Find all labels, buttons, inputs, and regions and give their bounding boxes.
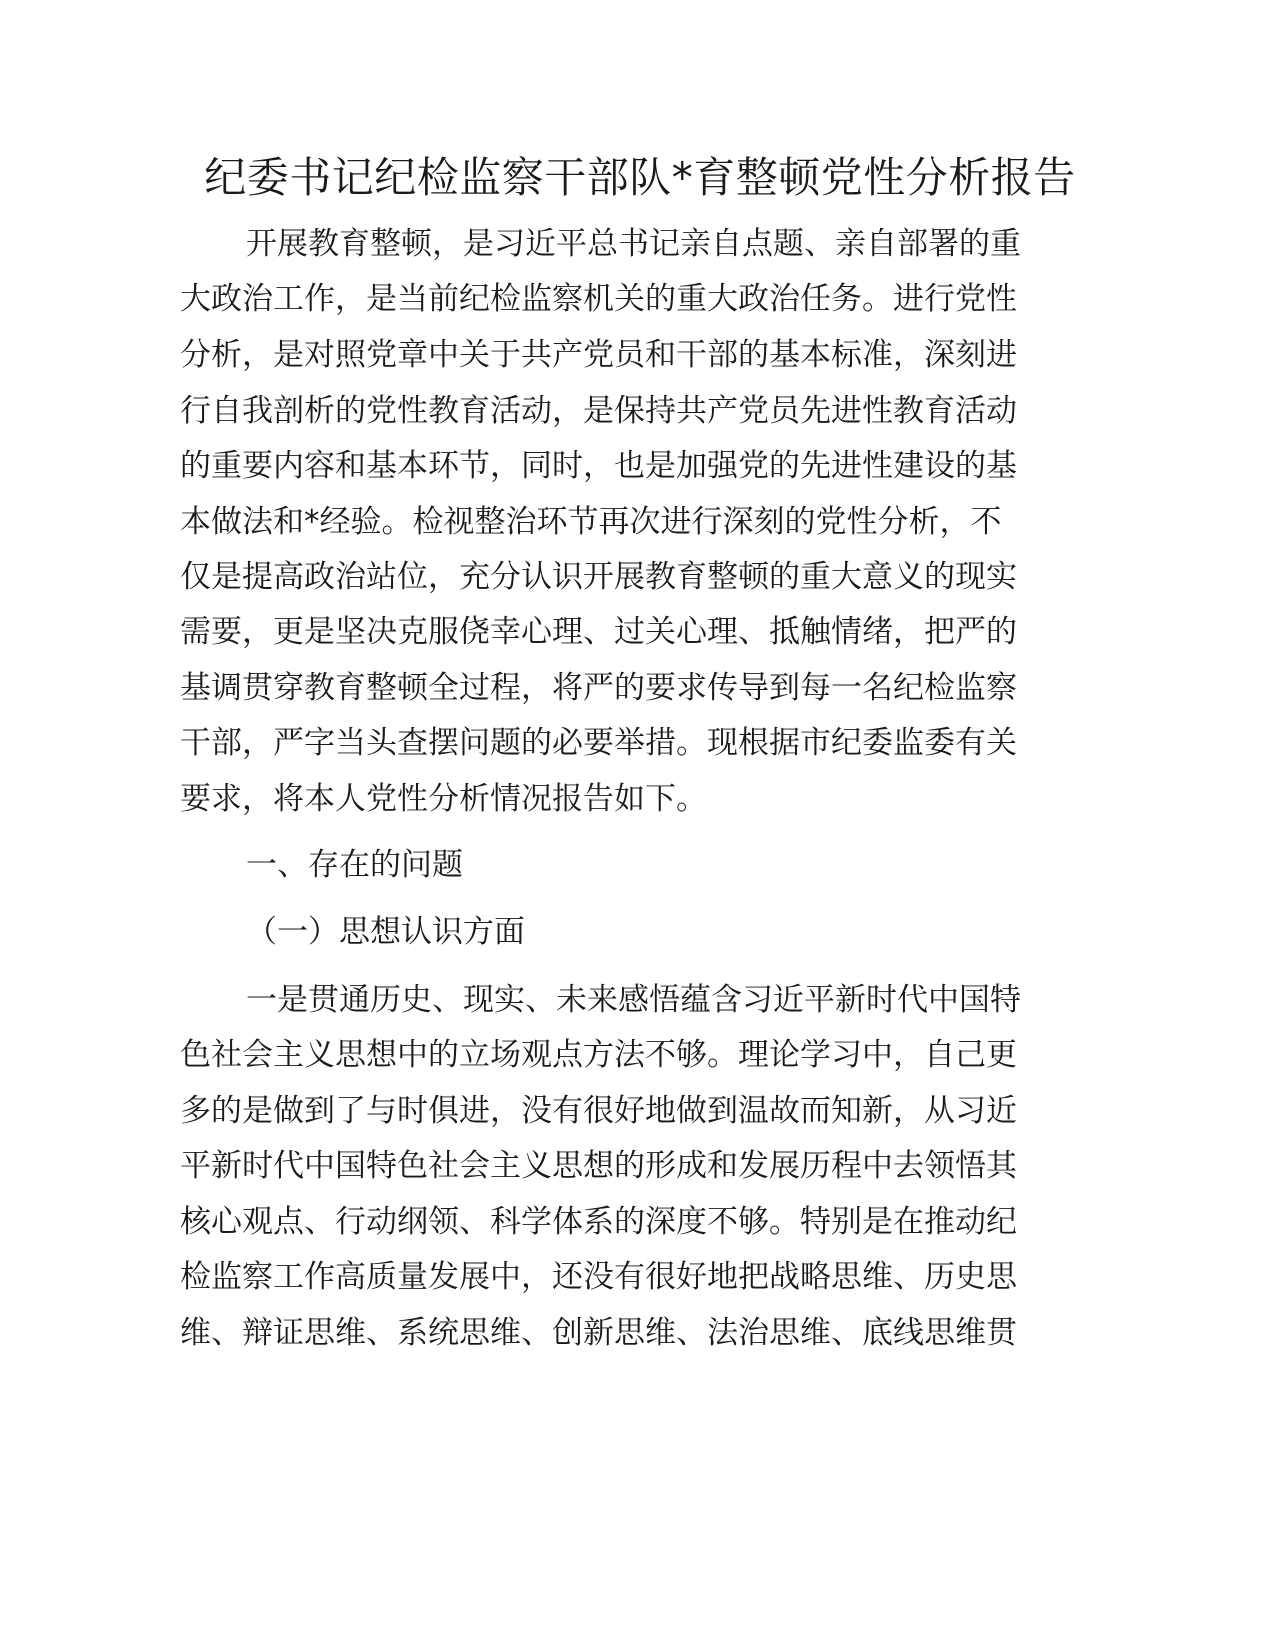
intro-line-10: 干部，严字当头查摆问题的必要举措。现根据市纪委监委有关 [180, 725, 1017, 761]
body-line-5: 核心观点、行动纲领、科学体系的深度不够。特别是在推动纪 [180, 1204, 1017, 1240]
intro-line-5: 的重要内容和基本环节，同时，也是加强党的先进性建设的基 [180, 448, 1017, 484]
document-title: 纪委书记纪检监察干部队*育整顿党性分析报告 [204, 153, 1076, 202]
body-line-1: 一是贯通历史、现实、未来感悟蕴含习近平新时代中国特 [246, 982, 1021, 1018]
intro-line-7: 仅是提高政治站位，充分认识开展教育整顿的重大意义的现实 [180, 559, 1017, 595]
intro-line-1: 开展教育整顿，是习近平总书记亲自点题、亲自部署的重 [246, 226, 1021, 262]
intro-line-4: 行自我剖析的党性教育活动，是保持共产党员先进性教育活动 [180, 393, 1017, 429]
intro-line-8: 需要，更是坚决克服侥幸心理、过关心理、抵触情绪，把严的 [180, 614, 1017, 650]
intro-line-9: 基调贯穿教育整顿全过程，将严的要求传导到每一名纪检监察 [180, 670, 1017, 706]
body-line-2: 色社会主义思想中的立场观点方法不够。理论学习中，自己更 [180, 1037, 1017, 1073]
section-heading-1: 一、存在的问题 [246, 847, 463, 883]
intro-line-11: 要求，将本人党性分析情况报告如下。 [180, 781, 707, 817]
body-line-6: 检监察工作高质量发展中，还没有很好地把战略思维、历史思 [180, 1259, 1017, 1295]
body-line-4: 平新时代中国特色社会主义思想的形成和发展历程中去领悟其 [180, 1148, 1017, 1184]
intro-line-6: 本做法和*经验。检视整治环节再次进行深刻的党性分析，不 [180, 504, 1002, 540]
section-heading-2: （一）思想认识方面 [246, 914, 525, 950]
intro-line-3: 分析，是对照党章中关于共产党员和干部的基本标准，深刻进 [180, 337, 1017, 373]
intro-line-2: 大政治工作，是当前纪检监察机关的重大政治任务。进行党性 [180, 281, 1017, 317]
body-line-3: 多的是做到了与时俱进，没有很好地做到温故而知新，从习近 [180, 1093, 1017, 1129]
body-line-7: 维、辩证思维、系统思维、创新思维、法治思维、底线思维贯 [180, 1315, 1017, 1351]
